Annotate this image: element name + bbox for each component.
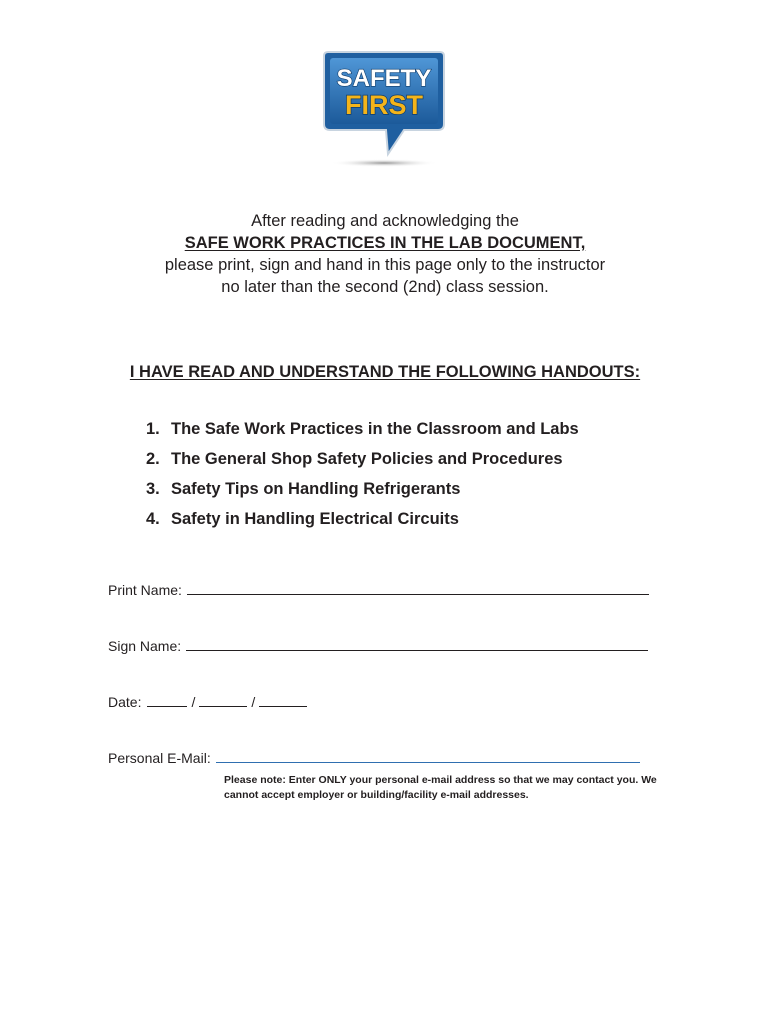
list-item-number: 4. <box>146 510 160 528</box>
safety-first-logo <box>318 46 452 172</box>
date-separator: / <box>191 694 196 710</box>
intro-line-3: please print, sign and hand in this page only to the instructor <box>164 256 606 274</box>
email-note: Please note: Enter ONLY your personal e-mail address so that we may contact you. We cannot accept employer or building/facility e-mail addresses. <box>224 774 657 801</box>
intro-line-1: After reading and acknowledging the <box>251 212 519 230</box>
list-item <box>146 478 579 508</box>
handouts-heading: I HAVE READ AND UNDERSTAND THE FOLLOWING HANDOUTS: <box>129 363 641 381</box>
intro-line-4: no later than the second (2nd) class session. <box>221 278 549 296</box>
intro-block <box>0 210 770 298</box>
document-title: SAFE WORK PRACTICES IN THE LAB DOCUMENT, <box>184 234 586 252</box>
list-item <box>146 418 579 448</box>
print-name-field <box>108 582 649 598</box>
date-field <box>108 694 307 710</box>
list-item <box>146 508 579 538</box>
logo-text-bottom: FIRST <box>345 90 423 120</box>
signature-input[interactable] <box>186 650 648 651</box>
print-name-input[interactable] <box>187 594 649 595</box>
list-item-number: 3. <box>146 480 160 498</box>
list-item-text: The General Shop Safety Policies and Procedures <box>171 450 563 468</box>
email-label: Personal E-Mail: <box>108 750 211 766</box>
email-field <box>108 750 640 766</box>
date-year-input[interactable] <box>259 706 307 707</box>
email-input[interactable] <box>216 762 640 763</box>
sign-name-label: Sign Name: <box>108 638 182 654</box>
date-separator: / <box>251 694 256 710</box>
list-item <box>146 448 579 478</box>
list-item-text: Safety Tips on Handling Refrigerants <box>171 480 461 498</box>
date-day-input[interactable] <box>199 706 247 707</box>
date-month-input[interactable] <box>147 706 187 707</box>
list-item-number: 1. <box>146 420 160 438</box>
date-label: Date: <box>108 694 142 710</box>
print-name-label: Print Name: <box>108 582 182 598</box>
list-item-number: 2. <box>146 450 160 468</box>
safety-first-logo-graphic <box>318 46 452 172</box>
list-item-text: Safety in Handling Electrical Circuits <box>171 510 459 528</box>
list-item-text: The Safe Work Practices in the Classroom and Labs <box>171 420 579 438</box>
sign-name-field <box>108 638 648 654</box>
logo-text-top: SAFETY <box>336 65 432 92</box>
handouts-list <box>146 418 579 538</box>
